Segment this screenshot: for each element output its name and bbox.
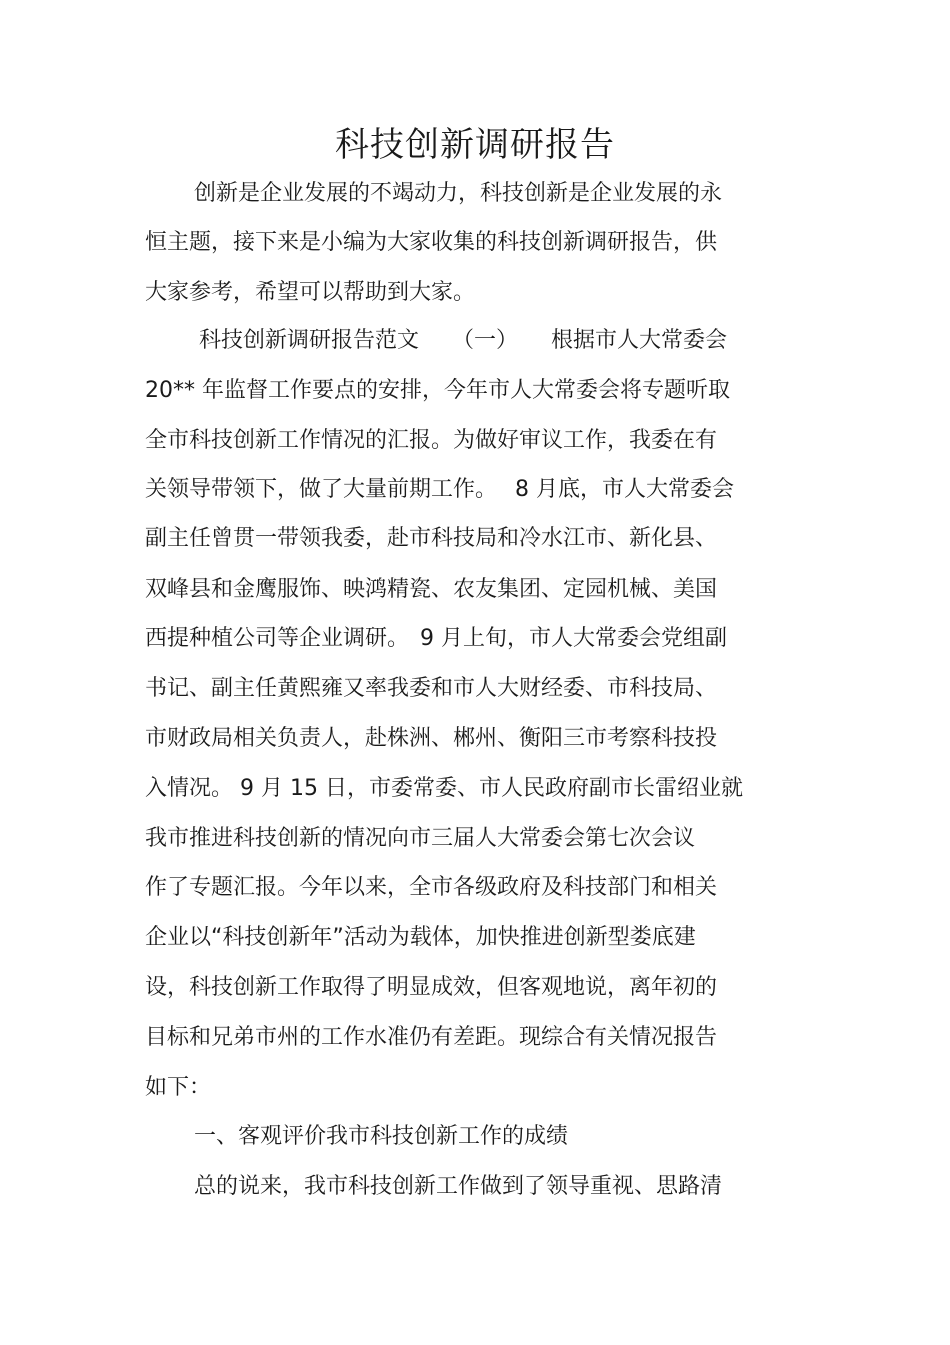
paragraph-line: 作了专题汇报。今年以来，全市各级政府及科技部门和相关: [145, 875, 718, 900]
paragraph-line: 大家参考，希望可以帮助到大家。: [145, 280, 476, 305]
paragraph-line: 全市科技创新工作情况的汇报。为做好审议工作，我委在有: [145, 428, 718, 453]
paragraph-line: 书记、副主任黄熙雍又率我委和市人大财经委、市科技局、: [145, 676, 718, 701]
paragraph-line: 副主任曾贯一带领我委，赴市科技局和冷水江市、新化县、: [145, 526, 718, 551]
paragraph-line: 企业以“科技创新年”活动为载体，加快推进创新型娄底建: [145, 925, 696, 950]
paragraph-line: 关领导带领下，做了大量前期工作。 8 月底，市人大常委会: [145, 477, 734, 502]
paragraph-line: 西提种植公司等企业调研。 9 月上旬，市人大常委会党组副: [145, 626, 727, 651]
paragraph-line: 入情况。 9 月 15 日，市委常委、市人民政府副市长雷绍业就: [145, 776, 743, 801]
paragraph-line: 恒主题，接下来是小编为大家收集的科技创新调研报告，供: [145, 230, 718, 255]
paragraph-line: 20** 年监督工作要点的安排，今年市人大常委会将专题听取: [145, 378, 730, 403]
paragraph-line: 市财政局相关负责人，赴株洲、郴州、衡阳三市考察科技投: [145, 726, 718, 751]
paragraph-line: 创新是企业发展的不竭动力，科技创新是企业发展的永: [194, 181, 723, 206]
paragraph-line: 设，科技创新工作取得了明显成效，但客观地说，离年初的: [145, 975, 718, 1000]
section-heading: 一、客观评价我市科技创新工作的成绩: [194, 1124, 569, 1149]
document-title: 科技创新调研报告: [335, 125, 615, 165]
paragraph-line: 目标和兄弟市州的工作水准仍有差距。现综合有关情况报告: [145, 1025, 718, 1050]
paragraph-line: 总的说来，我市科技创新工作做到了领导重视、思路清: [194, 1174, 723, 1199]
paragraph-line: 如下：: [145, 1075, 212, 1100]
paragraph-line: 科技创新调研报告范文 （一） 根据市人大常委会: [199, 328, 728, 353]
paragraph-line: 双峰县和金鹰服饰、映鸿精瓷、农友集团、定园机械、美国: [145, 577, 718, 602]
paragraph-line: 我市推进科技创新的情况向市三届人大常委会第七次会议: [145, 826, 696, 851]
